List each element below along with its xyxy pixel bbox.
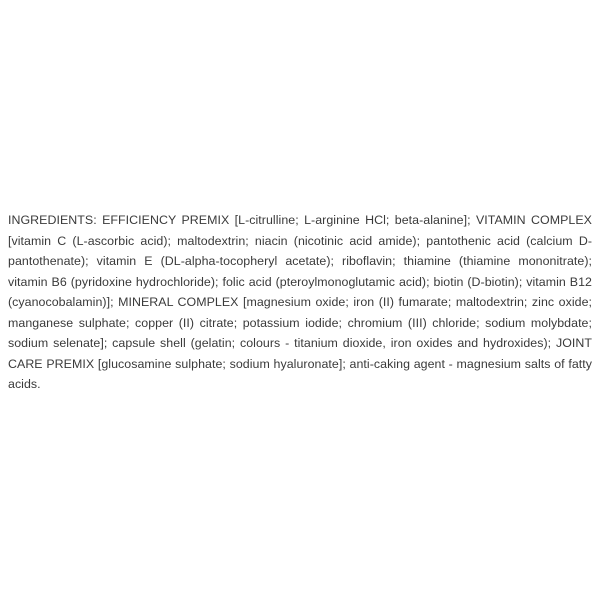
- ingredients-text: INGREDIENTS: EFFICIENCY PREMIX [L-citrulline; L-arginine HCl; beta-alanine]; VITAMIN COMPLEX [vitamin C (L-ascorbic acid); maltodextrin; niacin (nicotinic acid amide); pantothenic acid (calcium D-pantothenate); vitamin E (DL-alpha-tocopheryl acetate); riboflavin; thiamine (thiamine mononitrate); vitamin B6 (pyridoxine hydrochloride); folic acid (pteroylmonoglutamic acid); biotin (D-biotin); vitamin B12 (cyanocobalamin)]; MINERAL COMPLEX [magnesium oxide; iron (II) fumarate; maltodextrin; zinc oxide; manganese sulphate; copper (II) citrate; potassium iodide; chromium (III) chloride; sodium molybdate; sodium selenate]; capsule shell (gelatin; colours - titanium dioxide, iron oxides and hydroxides); JOINT CARE PREMIX [glucosamine sulphate; sodium hyaluronate]; anti-caking agent - magnesium salts of fatty acids.: [8, 213, 592, 391]
